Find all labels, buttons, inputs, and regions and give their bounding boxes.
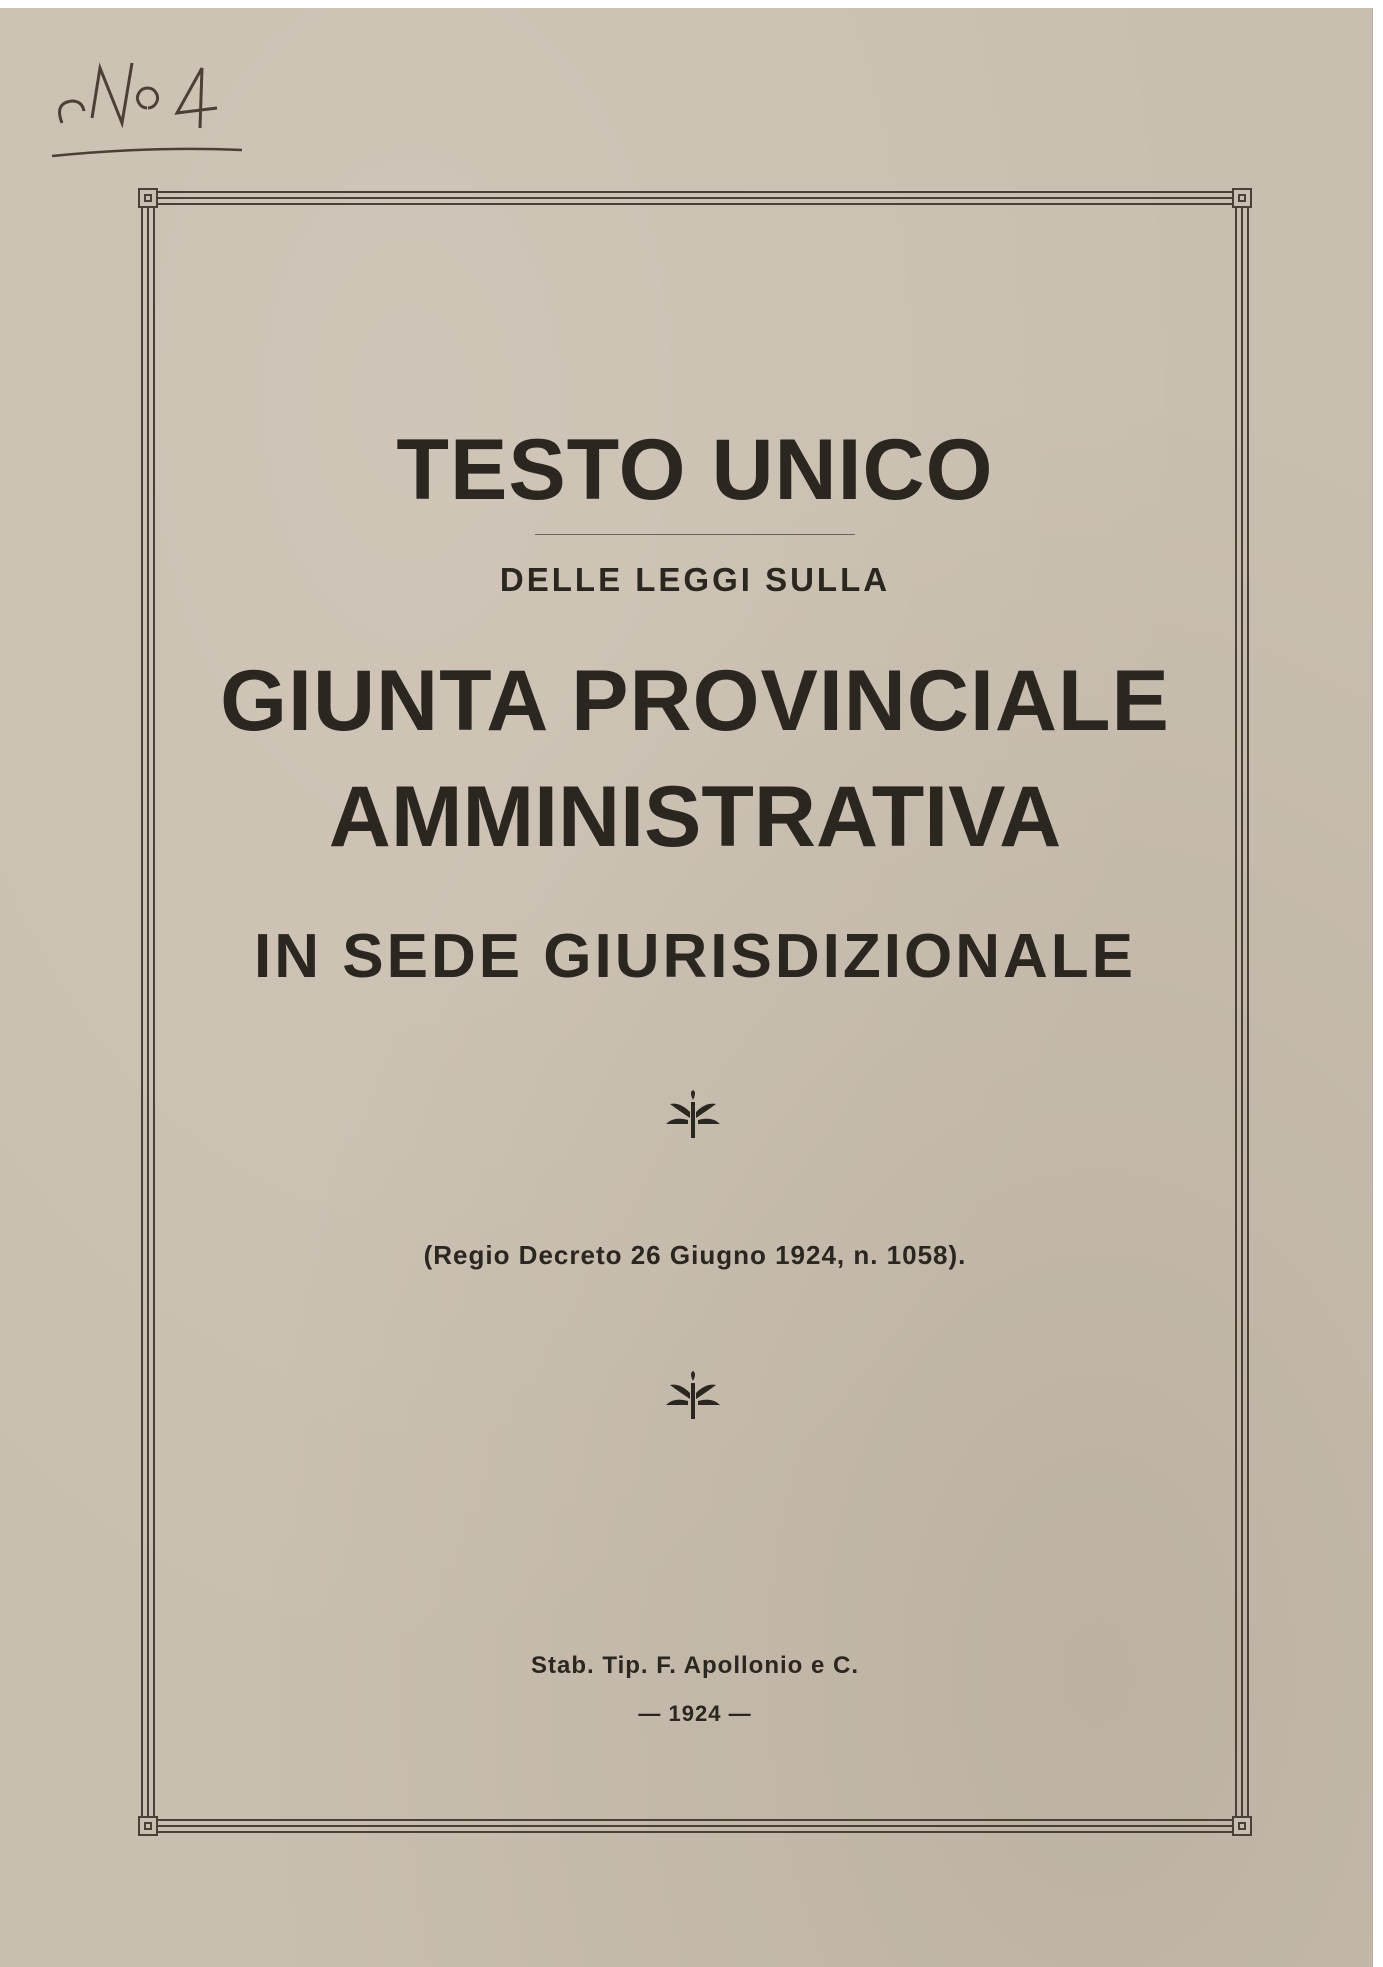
cover-heading-line-3: IN SEDE GIURISDIZIONALE <box>254 922 1136 991</box>
title-rule <box>535 534 855 535</box>
decree-reference: (Regio Decreto 26 Giugno 1924, n. 1058). <box>423 1240 967 1270</box>
frame-corner-bottom-left <box>138 1816 158 1836</box>
cover-title: TESTO UNICO <box>396 422 994 518</box>
leaf-ornament-icon <box>663 1090 723 1140</box>
leaf-ornament-icon <box>663 1371 723 1421</box>
frame-bottom-border <box>141 1819 1249 1833</box>
handwritten-number-4 <box>52 38 252 178</box>
frame-corner-top-left <box>138 188 158 208</box>
cover-subtitle: DELLE LEGGI SULLA <box>499 561 891 598</box>
publication-year: — 1924 — <box>638 1701 752 1726</box>
cover-page <box>0 8 1373 1967</box>
frame-corner-bottom-right <box>1232 1816 1252 1836</box>
frame-top-border <box>141 191 1249 205</box>
frame-corner-top-right <box>1232 188 1252 208</box>
printer-name: Stab. Tip. F. Apollonio e C. <box>531 1652 859 1679</box>
cover-heading-line-2: AMMINISTRATIVA <box>328 769 1062 865</box>
cover-heading-line-1: GIUNTA PROVINCIALE <box>220 653 1170 749</box>
